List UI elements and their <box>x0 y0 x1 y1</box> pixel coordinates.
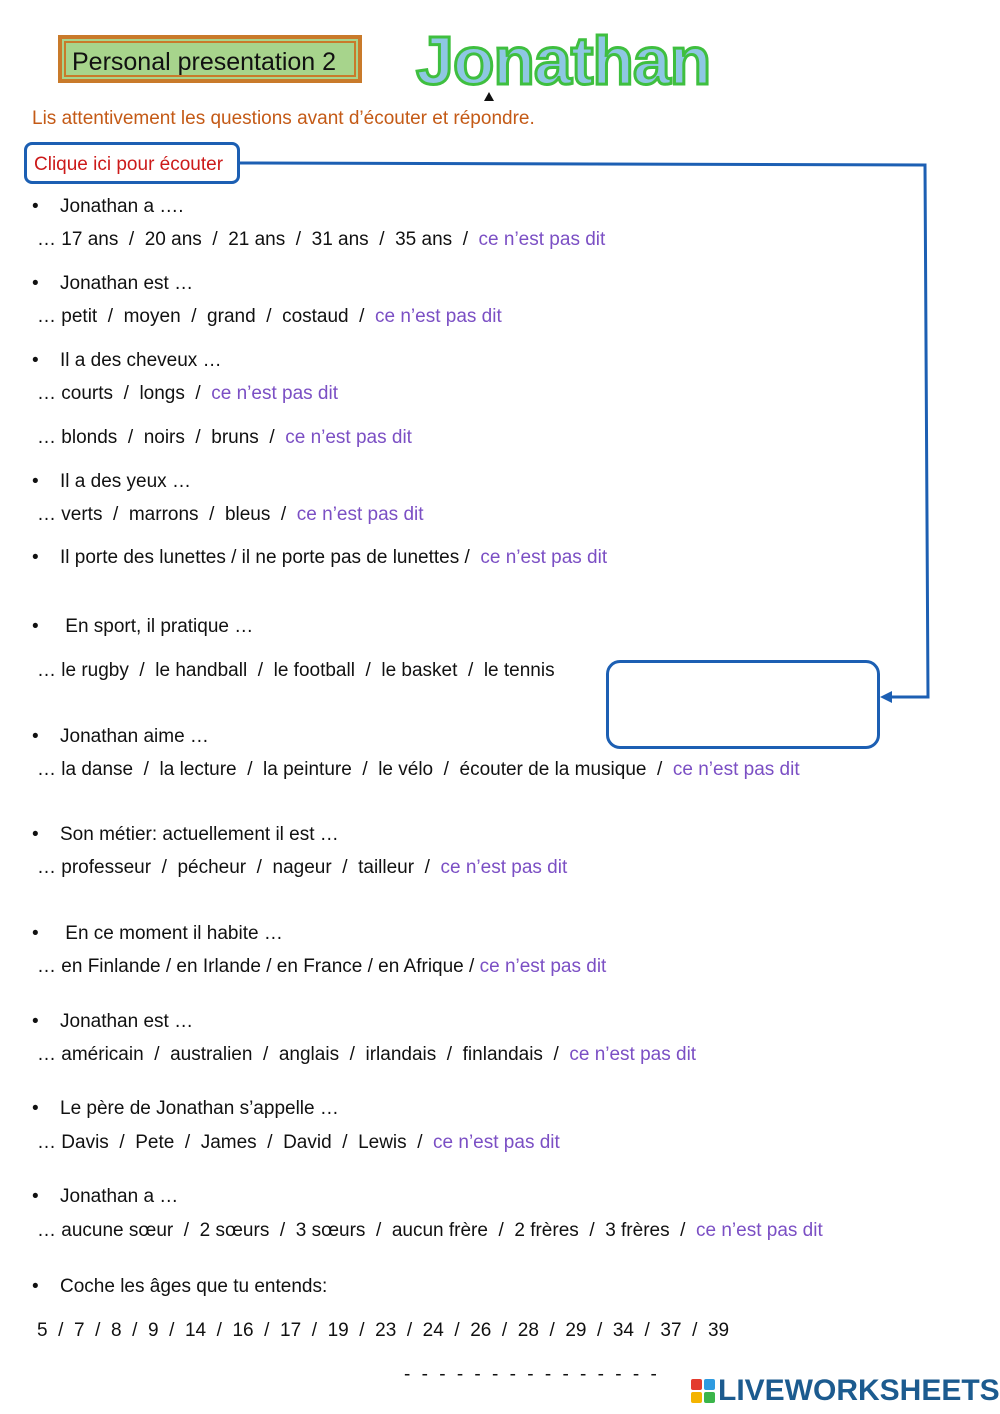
option-separator: / <box>406 1132 434 1153</box>
answer-option[interactable]: moyen <box>123 306 181 327</box>
question-text: Il a des yeux … <box>60 471 191 492</box>
answer-option[interactable]: en Irlande <box>176 956 261 977</box>
option-not-said[interactable]: ce n’est pas dit <box>479 956 607 977</box>
liveworksheets-grid-icon <box>691 1379 715 1403</box>
answer-option[interactable]: 2 sœurs <box>199 1220 270 1241</box>
option-separator: / <box>634 1320 661 1341</box>
answer-option[interactable]: … le rugby <box>37 660 129 681</box>
option-separator: / <box>184 383 212 404</box>
answer-option[interactable]: 3 sœurs <box>295 1220 366 1241</box>
answer-option[interactable]: 17 <box>280 1320 302 1341</box>
option-separator: / <box>301 1320 328 1341</box>
options-row <box>37 229 605 251</box>
question-text: Son métier: actuellement il est … <box>60 824 339 845</box>
option-separator: / <box>108 1132 136 1153</box>
options-row <box>37 1220 823 1242</box>
option-separator: / <box>256 1132 284 1153</box>
answer-option[interactable]: australien <box>170 1044 253 1065</box>
option-separator: / <box>201 229 229 250</box>
instructions-text: Lis attentivement les questions avant d’écouter et répondre. <box>32 108 535 129</box>
question-text: En sport, il pratique … <box>60 616 254 637</box>
logo-square-1 <box>691 1379 702 1390</box>
option-separator: / <box>331 1132 359 1153</box>
bullet-icon: • <box>32 547 39 568</box>
option-not-said[interactable]: ce n’est pas dit <box>672 759 800 780</box>
answer-option[interactable]: 3 frères <box>605 1220 670 1241</box>
option-not-said[interactable]: ce n’est pas dit <box>211 383 339 404</box>
answer-option[interactable]: 26 <box>470 1320 492 1341</box>
answer-option[interactable]: 24 <box>422 1320 444 1341</box>
option-not-said[interactable]: ce n’est pas dit <box>285 427 412 448</box>
bullet-icon: • <box>32 1186 39 1207</box>
option-separator: / <box>255 306 283 327</box>
bullet-icon: • <box>32 273 39 294</box>
question-text: Jonathan est … <box>60 1011 194 1032</box>
option-separator: / <box>198 504 225 525</box>
question-8 <box>30 824 339 846</box>
answer-option[interactable]: … aucune sœur <box>37 1220 174 1241</box>
question-11 <box>30 1098 339 1120</box>
bullet-icon: • <box>32 1276 39 1297</box>
question-text: Jonathan a …. <box>60 196 184 217</box>
option-separator: / <box>143 1044 171 1065</box>
option-separator: / <box>436 1044 463 1065</box>
answer-option[interactable]: en Afrique <box>378 956 464 977</box>
options-row <box>37 504 424 526</box>
answer-option[interactable]: le vélo <box>378 759 434 780</box>
logo-square-4 <box>704 1392 715 1403</box>
option-separator: / <box>258 427 286 448</box>
answer-option[interactable]: James <box>200 1132 257 1153</box>
answer-option[interactable]: 37 <box>660 1320 682 1341</box>
option-separator: / <box>463 956 480 977</box>
answer-option[interactable]: irlandais <box>365 1044 437 1065</box>
option-separator: / <box>206 1320 233 1341</box>
answer-option[interactable]: … verts <box>37 504 103 525</box>
question-13 <box>30 1276 327 1298</box>
answer-option[interactable]: 9 <box>147 1320 159 1341</box>
option-separator: / <box>396 1320 423 1341</box>
answer-option[interactable]: tailleur <box>358 857 415 878</box>
question-7 <box>30 726 209 748</box>
answer-option[interactable]: costaud <box>282 306 349 327</box>
option-separator: / <box>457 660 484 681</box>
bullet-icon: • <box>32 1011 39 1032</box>
option-not-said[interactable]: ce n’est pas dit <box>696 1220 823 1241</box>
bullet-icon: • <box>32 1098 39 1119</box>
answer-option[interactable]: finlandais <box>462 1044 543 1065</box>
answer-option[interactable]: … petit <box>37 306 98 327</box>
answer-option[interactable]: 19 <box>327 1320 349 1341</box>
page-title: Jonathan <box>416 23 711 99</box>
question-text: Le père de Jonathan s’appelle … <box>60 1098 339 1119</box>
option-separator: / <box>348 306 376 327</box>
answer-option[interactable]: le football <box>273 660 355 681</box>
option-separator: / <box>646 759 673 780</box>
answer-option[interactable]: Lewis <box>358 1132 407 1153</box>
option-separator: / <box>368 229 396 250</box>
answer-option[interactable]: 28 <box>517 1320 539 1341</box>
options-row <box>37 1132 560 1154</box>
answer-option[interactable]: 29 <box>565 1320 587 1341</box>
option-separator: / <box>253 1320 281 1341</box>
answer-option[interactable]: 39 <box>707 1320 730 1341</box>
answer-option[interactable]: 23 <box>375 1320 397 1341</box>
answer-option[interactable]: en France <box>276 956 363 977</box>
question-2 <box>30 273 193 295</box>
option-separator: / <box>158 1320 185 1341</box>
answer-option[interactable]: … Davis <box>37 1132 109 1153</box>
option-not-said[interactable]: ce n’est pas dit <box>478 229 606 250</box>
option-separator: / <box>174 1132 201 1153</box>
option-separator: / <box>102 504 129 525</box>
answer-option[interactable]: nageur <box>272 857 332 878</box>
answer-option[interactable]: David <box>283 1132 332 1153</box>
options-row <box>37 1320 729 1342</box>
answer-option[interactable]: pécheur <box>177 857 247 878</box>
option-not-said[interactable]: ce n’est pas dit <box>440 857 568 878</box>
option-separator: / <box>339 1044 366 1065</box>
answer-option[interactable]: … 17 ans <box>37 229 119 250</box>
options-row <box>37 306 502 328</box>
option-separator: / <box>365 1220 392 1241</box>
answer-option[interactable]: le tennis <box>483 660 555 681</box>
answer-option[interactable]: la lecture <box>159 759 237 780</box>
answer-option[interactable]: 16 <box>232 1320 254 1341</box>
option-separator: / <box>246 857 273 878</box>
answer-option[interactable]: 21 ans <box>228 229 286 250</box>
logo-square-2 <box>704 1379 715 1390</box>
question-10 <box>30 1011 193 1033</box>
option-separator: / <box>180 306 208 327</box>
answer-option[interactable]: 35 ans <box>395 229 453 250</box>
answer-drop-box[interactable] <box>606 660 880 749</box>
answer-option[interactable]: … courts <box>37 383 114 404</box>
answer-option[interactable]: 34 <box>612 1320 634 1341</box>
question-5 <box>30 547 607 569</box>
answer-option[interactable]: le basket <box>381 660 458 681</box>
bullet-icon: • <box>32 923 39 944</box>
option-not-said[interactable]: ce n’est pas dit <box>296 504 424 525</box>
options-row <box>37 1044 696 1066</box>
option-separator: / <box>362 956 379 977</box>
liveworksheets-logo <box>691 1374 1000 1408</box>
question-text: Il porte des lunettes / il ne porte pas de lunettes / <box>60 547 470 568</box>
answer-option[interactable]: Pete <box>135 1132 175 1153</box>
option-separator: / <box>586 1320 613 1341</box>
options-row <box>37 427 412 449</box>
option-not-said[interactable]: ce n’est pas dit <box>433 1132 560 1153</box>
option-separator: / <box>260 956 277 977</box>
answer-option[interactable]: anglais <box>278 1044 340 1065</box>
option-separator: / <box>121 1320 148 1341</box>
answer-option[interactable]: le handball <box>155 660 248 681</box>
option-separator: / <box>47 1320 74 1341</box>
option-separator: / <box>487 1220 515 1241</box>
option-separator: / <box>84 1320 111 1341</box>
answer-option[interactable]: aucun frère <box>391 1220 488 1241</box>
option-separator: / <box>160 956 177 977</box>
option-separator: / <box>669 1220 697 1241</box>
answer-option[interactable]: noirs <box>143 427 185 448</box>
option-separator: / <box>348 1320 376 1341</box>
question-9 <box>30 923 283 945</box>
options-row <box>37 383 338 405</box>
option-separator: / <box>247 660 274 681</box>
option-separator: / <box>113 383 140 404</box>
logo-square-3 <box>691 1392 702 1403</box>
answer-option[interactable]: bruns <box>211 427 259 448</box>
options-row <box>37 956 606 978</box>
option-separator: / <box>151 857 178 878</box>
option-separator: / <box>270 504 297 525</box>
answer-option[interactable]: 20 ans <box>144 229 202 250</box>
question-text: Il a des cheveux … <box>60 350 222 371</box>
answer-option[interactable]: … blonds <box>37 427 118 448</box>
question-text: Jonathan aime … <box>60 726 209 747</box>
option-separator: / <box>491 1320 518 1341</box>
header-box-label: Personal presentation 2 <box>72 48 337 76</box>
option-separator: / <box>542 1044 570 1065</box>
option-separator: / <box>252 1044 279 1065</box>
answer-option[interactable]: 7 <box>73 1320 85 1341</box>
answer-option[interactable]: … la danse <box>37 759 134 780</box>
bullet-icon: • <box>32 350 39 371</box>
answer-option[interactable]: écouter de la musique <box>459 759 647 780</box>
bullet-icon: • <box>32 471 39 492</box>
answer-option[interactable]: longs <box>139 383 185 404</box>
option-separator: / <box>117 427 144 448</box>
listen-button-label: Clique ici pour écouter <box>34 154 224 175</box>
option-separator: / <box>97 306 124 327</box>
option-separator: / <box>351 759 379 780</box>
option-separator: / <box>443 1320 471 1341</box>
option-separator: / <box>681 1320 708 1341</box>
bullet-icon: • <box>32 726 39 747</box>
bullet-icon: • <box>32 616 39 637</box>
answer-option[interactable]: la peinture <box>263 759 352 780</box>
question-4 <box>30 471 191 493</box>
option-separator: / <box>414 857 441 878</box>
option-separator: / <box>354 660 382 681</box>
answer-option[interactable]: … en Finlande <box>37 956 161 977</box>
option-separator: / <box>236 759 264 780</box>
option-separator: / <box>452 229 479 250</box>
footer-dashes: - - - - - - - - - - - - - - - <box>404 1364 660 1385</box>
options-row <box>37 857 567 879</box>
answer-option[interactable]: 8 <box>110 1320 122 1341</box>
question-text: Jonathan est … <box>60 273 194 294</box>
option-separator: / <box>538 1320 566 1341</box>
option-separator: / <box>173 1220 200 1241</box>
options-row <box>37 759 800 781</box>
question-3 <box>30 350 222 372</box>
question-1 <box>30 196 184 218</box>
bullet-icon: • <box>32 196 39 217</box>
answer-option[interactable]: grand <box>207 306 256 327</box>
options-row <box>37 660 555 682</box>
question-text: En ce moment il habite … <box>60 923 283 944</box>
question-text: Jonathan a … <box>60 1186 179 1207</box>
question-12 <box>30 1186 178 1208</box>
connector-arrowhead <box>880 691 892 703</box>
answer-option[interactable]: 2 frères <box>514 1220 579 1241</box>
option-not-said[interactable]: ce n’est pas dit <box>375 306 502 327</box>
option-separator: / <box>128 660 156 681</box>
option-separator: / <box>118 229 145 250</box>
answer-option[interactable]: 31 ans <box>311 229 369 250</box>
bullet-icon: • <box>32 824 39 845</box>
option-separator: / <box>331 857 359 878</box>
option-separator: / <box>133 759 160 780</box>
option-separator: / <box>184 427 212 448</box>
answer-option[interactable]: 14 <box>184 1320 207 1341</box>
answer-option[interactable]: … américain <box>37 1044 144 1065</box>
answer-option[interactable]: marrons <box>128 504 199 525</box>
answer-option[interactable]: … professeur <box>37 857 152 878</box>
option-not-said[interactable]: ce n’est pas dit <box>569 1044 697 1065</box>
question-6 <box>30 616 253 638</box>
question-text: Coche les âges que tu entends: <box>60 1276 328 1297</box>
logo-text: LIVEWORKSHEETS <box>718 1374 1000 1407</box>
answer-option[interactable]: bleus <box>224 504 271 525</box>
option-separator: / <box>433 759 460 780</box>
answer-option[interactable]: 5 <box>37 1320 48 1341</box>
option-separator: / <box>578 1220 606 1241</box>
option-not-said[interactable]: ce n’est pas dit <box>480 547 608 568</box>
option-separator: / <box>285 229 312 250</box>
option-separator: / <box>269 1220 296 1241</box>
